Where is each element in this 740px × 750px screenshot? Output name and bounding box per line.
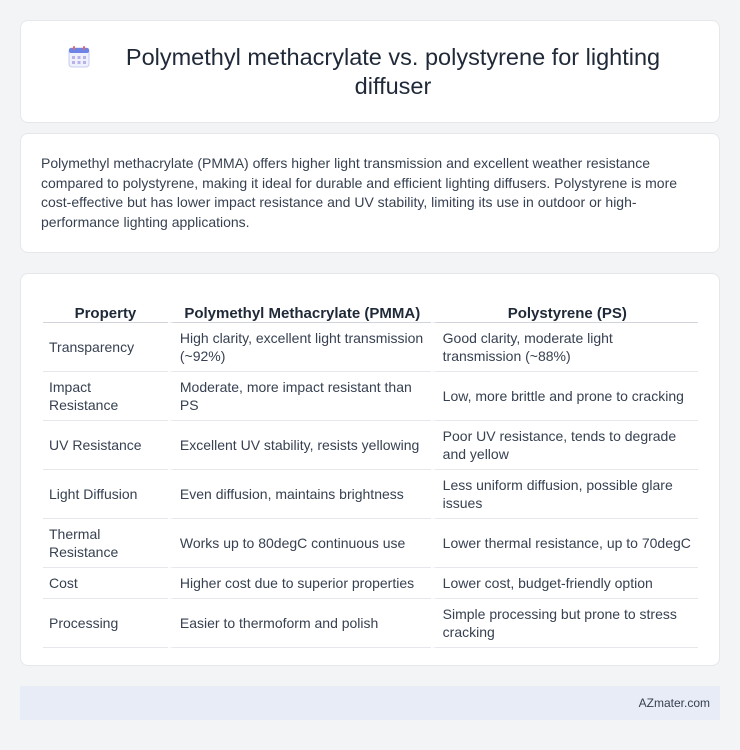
table-row [43,599,698,648]
table-cell-ps: Lower thermal resistance, up to 70degC [431,519,698,568]
table-cell-property: Light Diffusion [43,470,168,519]
header-ps: Polystyrene (PS) [431,294,698,323]
table-cell-property: Transparency [43,323,168,372]
table-row [43,568,698,599]
table-row [43,372,698,421]
table-cell-pmma: Works up to 80degC continuous use [168,519,431,568]
comparison-card [20,273,720,666]
table-cell-property: Impact Resistance [43,372,168,421]
table-cell-ps: Lower cost, budget-friendly option [431,568,698,599]
table-cell-ps: Low, more brittle and prone to cracking [431,372,698,421]
table-cell-ps: Poor UV resistance, tends to degrade and yellow [431,421,698,470]
title-wrap [67,43,673,101]
table-row [43,323,698,372]
table-cell-pmma: Moderate, more impact resistant than PS [168,372,431,421]
calendar-icon [67,45,91,69]
table-row [43,519,698,568]
table-cell-ps: Good clarity, moderate light transmission (~88%) [431,323,698,372]
table-cell-property: Cost [43,568,168,599]
table-cell-pmma: High clarity, excellent light transmission (~92%) [168,323,431,372]
table-cell-pmma: Excellent UV stability, resists yellowing [168,421,431,470]
table-header-row [43,294,698,323]
summary-text: Polymethyl methacrylate (PMMA) offers higher light transmission and excellent weather resistance compared to polystyrene, making it ideal for durable and efficient lighting diffusers. Polystyrene is more cost-effective but has lower impact resistance and UV stability, limiting its use in outdoor or high-performance lighting applications. [41,155,678,230]
table-cell-ps: Less uniform diffusion, possible glare issues [431,470,698,519]
footer-bar [20,686,720,720]
table-cell-pmma: Even diffusion, maintains brightness [168,470,431,519]
table-cell-property: Processing [43,599,168,648]
table-row [43,470,698,519]
table-cell-ps: Simple processing but prone to stress cracking [431,599,698,648]
header-pmma: Polymethyl Methacrylate (PMMA) [168,294,431,323]
page-title: Polymethyl methacrylate vs. polystyrene for lighting diffuser [125,43,661,99]
header-property: Property [43,294,168,323]
comparison-table [43,294,698,648]
table-row [43,421,698,470]
summary-card [20,133,720,253]
footer-brand: AZmater.com [638,696,710,710]
table-cell-property: Thermal Resistance [43,519,168,568]
table-cell-pmma: Higher cost due to superior properties [168,568,431,599]
title-card [20,20,720,123]
table-cell-property: UV Resistance [43,421,168,470]
table-cell-pmma: Easier to thermoform and polish [168,599,431,648]
